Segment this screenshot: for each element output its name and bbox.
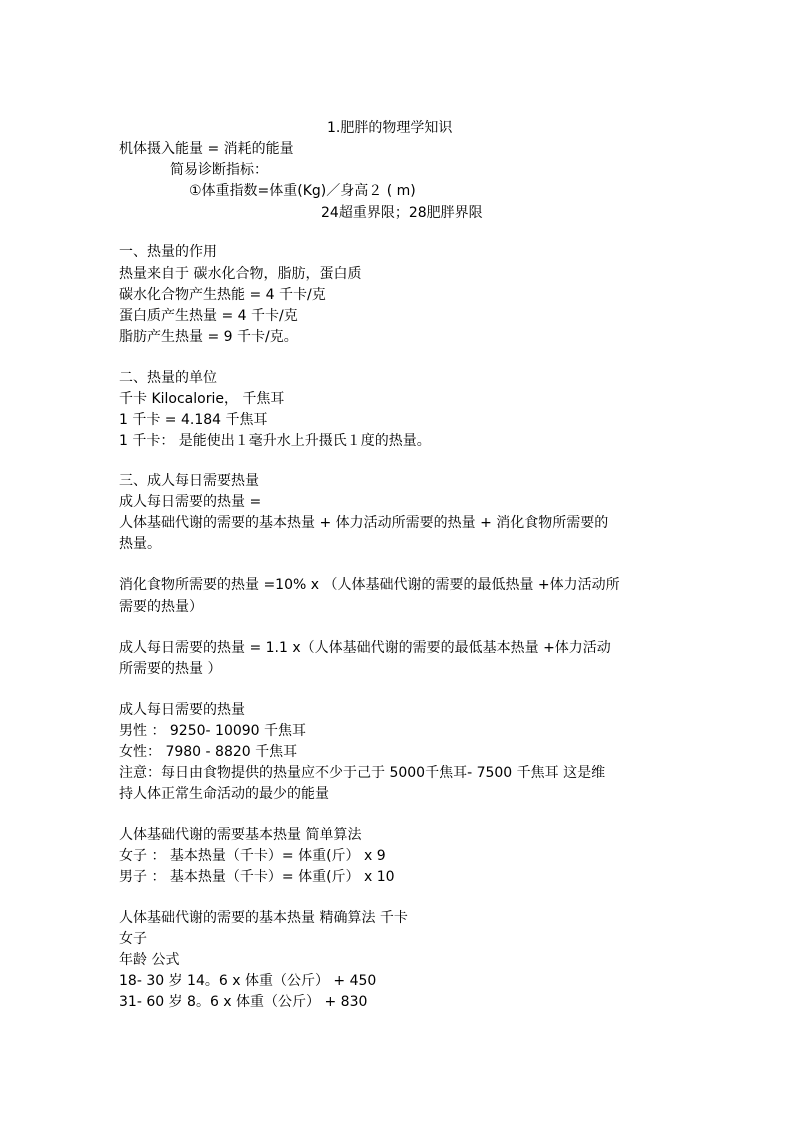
section2-line: 1 千卡 = 4.184 千焦耳 — [119, 412, 268, 428]
female-energy: 女性： 7980 - 8820 千焦耳 — [119, 744, 298, 760]
digest-formula-line: 消化食物所需要的热量 =10% x （人体基础代谢的需要的最低热量 +体力活动所 — [119, 577, 620, 593]
precise-calc-heading: 人体基础代谢的需要的基本热量 精确算法 千卡 — [119, 910, 408, 926]
simplified-formula-line: 所需要的热量 ） — [119, 661, 222, 677]
section1-line: 碳水化合物产生热能 = 4 千卡/克 — [119, 287, 326, 303]
note-line: 持人体正常生命活动的最少的能量 — [119, 786, 329, 802]
precise-calc-row: 18- 30 岁 14。6 x 体重（公斤） + 450 — [119, 973, 377, 989]
male-energy: 男性 ： 9250- 10090 千焦耳 — [119, 723, 307, 739]
section2-line: 1 千卡： 是能使出１毫升水上升摄氏１度的热量。 — [119, 433, 431, 449]
section1-heading: 一、热量的作用 — [119, 244, 217, 260]
section2-line: 千卡 Kilocalorie， 千焦耳 — [119, 391, 285, 407]
simple-calc-female: 女子 ： 基本热量（千卡）= 体重(斤） x 9 — [119, 848, 386, 864]
precise-calc-columns: 年龄 公式 — [119, 952, 180, 968]
section1-line: 脂肪产生热量 = 9 千卡/克。 — [119, 329, 298, 345]
bmi-limits: 24超重界限；28肥胖界限 — [321, 205, 483, 221]
total-label: 成人每日需要的热量 = — [119, 494, 262, 510]
section1-line: 热量来自于 碳水化合物，脂肪，蛋白质 — [119, 266, 362, 282]
document-title: 1.肥胖的物理学知识 — [327, 120, 453, 136]
precise-calc-gender: 女子 — [119, 931, 147, 947]
simple-calc-heading: 人体基础代谢的需要基本热量 简单算法 — [119, 827, 362, 843]
simplified-formula-line: 成人每日需要的热量 = 1.1 x（人体基础代谢的需要的最低基本热量 +体力活动 — [119, 640, 611, 656]
section2-heading: 二、热量的单位 — [119, 370, 217, 386]
bmi-formula: ①体重指数=体重(Kg)／身高２ ( m) — [189, 183, 416, 199]
note-line: 注意：每日由食物提供的热量应不少于己于 5000千焦耳- 7500 千焦耳 这是维 — [119, 765, 606, 781]
diagnosis-label: 简易诊断指标： — [170, 162, 268, 178]
total-formula-line: 热量。 — [119, 536, 161, 552]
simple-calc-male: 男子 ： 基本热量（千卡）= 体重(斤） x 10 — [119, 869, 395, 885]
energy-balance-line: 机体摄入能量 = 消耗的能量 — [119, 141, 294, 157]
precise-calc-row: 31- 60 岁 8。6 x 体重（公斤） + 830 — [119, 994, 368, 1010]
daily-heading: 成人每日需要的热量 — [119, 702, 245, 718]
section3-heading: 三、成人每日需要热量 — [119, 473, 259, 489]
digest-formula-line: 需要的热量） — [119, 599, 203, 615]
total-formula-line: 人体基础代谢的需要的基本热量 + 体力活动所需要的热量 + 消化食物所需要的 — [119, 515, 609, 531]
section1-line: 蛋白质产生热量 = 4 千卡/克 — [119, 308, 298, 324]
